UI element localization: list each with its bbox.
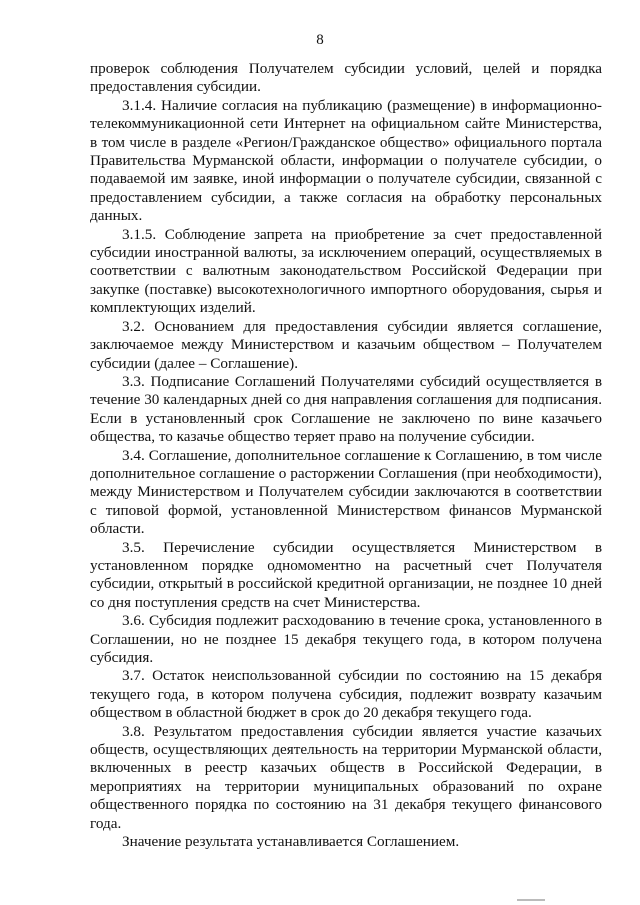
document-body <box>90 60 602 851</box>
paragraph-3-2: 3.2. Основанием для предоставления субсидии является соглашение, заключаемое между Министерством и казачьим обществом – Получателем субсидии (далее – Соглашение). <box>90 317 602 372</box>
paragraph-3-1-4: 3.1.4. Наличие согласия на публикацию (размещение) в информационно-телекоммуникационной сети Интернет на официальном сайте Министерства, в том числе в разделе «Регион/Гражданское общество» официального портала Правительства Мурманской области, информации о получателе субсидии, о подаваемой им заявке, иной информации о получателе субсидии, связанной с предоставлением субсидии, а также согласия на обработку персональных данных. <box>90 96 602 225</box>
paragraph-continuation: проверок соблюдения Получателем субсидии условий, целей и порядка предоставления субсидии. <box>90 60 602 96</box>
footer-scan-mark <box>517 899 545 901</box>
paragraph-3-4: 3.4. Соглашение, дополнительное соглашение к Соглашению, в том числе дополнительное соглашение о расторжении Соглашения (при необходимости), между Министерством и Получателем субсидии заключаются в соответствии с типовой формой, установленной Министерством финансов Мурманской области. <box>90 446 602 538</box>
paragraph-3-1-5: 3.1.5. Соблюдение запрета на приобретение за счет предоставленной субсидии иностранной валюты, за исключением операций, осуществляемых в соответствии с валютным законодательством Российской Федерации при закупке (поставке) высокотехнологичного импортного оборудования, сырья и комплектующих изделий. <box>90 225 602 317</box>
paragraph-3-6: 3.6. Субсидия подлежит расходованию в течение срока, установленного в Соглашении, но не позднее 15 декабря текущего года, в котором получена субсидия. <box>90 612 602 666</box>
page-number: 8 <box>316 32 324 48</box>
paragraph-3-3: 3.3. Подписание Соглашений Получателями субсидий осуществляется в течение 30 календарных дней со дня направления соглашения для подписания. Если в установленный срок Соглашение не заключено по вине казачьего общества, то казачье общество теряет право на получение субсидии. <box>90 372 602 446</box>
paragraph-3-7: 3.7. Остаток неиспользованной субсидии по состоянию на 15 декабря текущего года, в котором получена субсидия, подлежит возврату казачьим обществом в областной бюджет в срок до 20 декабря текущего года. <box>90 667 602 722</box>
paragraph-3-5: 3.5. Перечисление субсидии осуществляется Министерством в установленном порядке одномоментно на расчетный счет Получателя субсидии, открытый в российской кредитной организации, не позднее 10 дней со дня поступления средств на счет Министерства. <box>90 538 602 611</box>
paragraph-result-note: Значение результата устанавливается Соглашением. <box>122 833 460 851</box>
paragraph-3-8: 3.8. Результатом предоставления субсидии является участие казачьих обществ, осуществляющих деятельность на территории Мурманской области, включенных в реестр казачьих обществ в Российской Федерации, в мероприятиях на территории муниципальных образований по охране общественного порядка по состоянию на 31 декабря текущего финансового года. <box>90 722 602 832</box>
